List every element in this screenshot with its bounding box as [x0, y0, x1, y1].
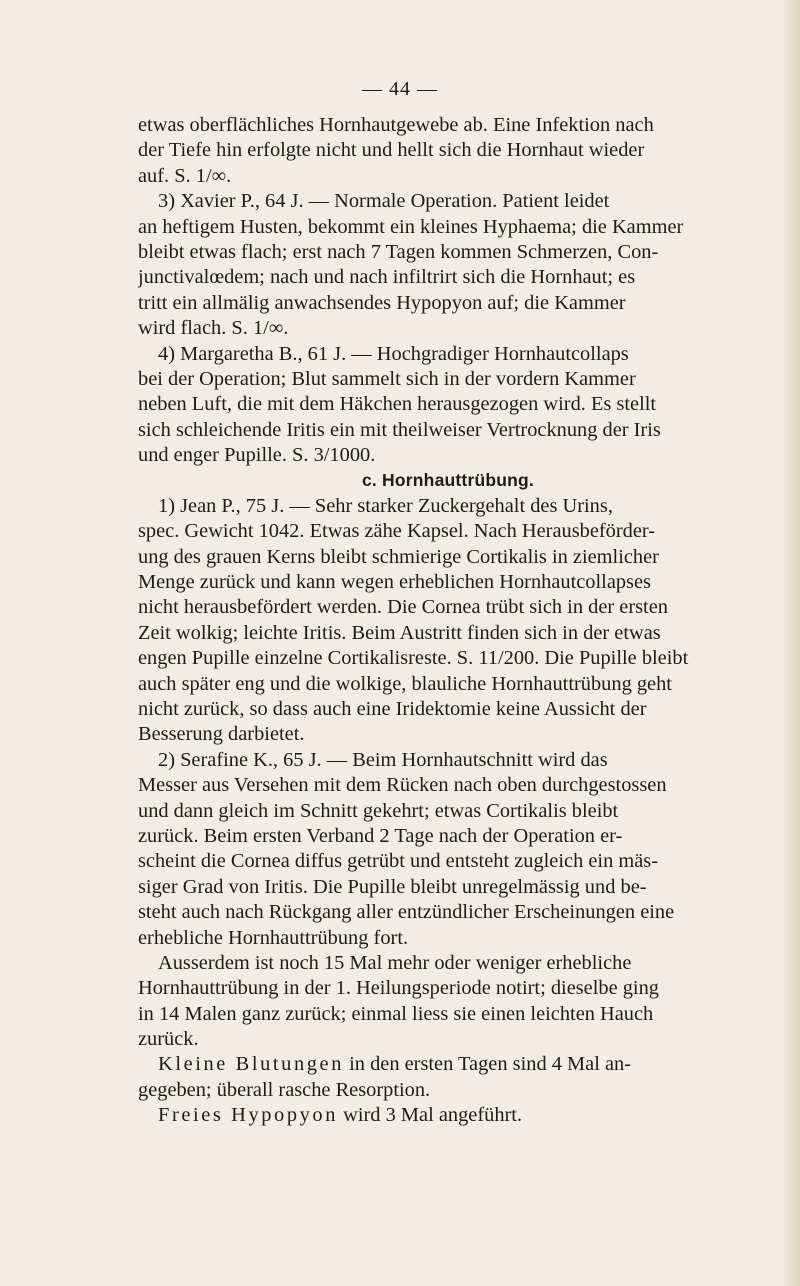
text-line: bleibt etwas flach; erst nach 7 Tagen kommen Schmerzen, Con- [138, 240, 659, 263]
hypopyon-paragraph-start [138, 1103, 738, 1128]
text-line [138, 1078, 738, 1103]
case-1-start: 1) Jean P., 75 J. — Sehr starker Zuckergehalt des Urins, [158, 494, 613, 517]
text-line: bei der Operation; Blut sammelt sich in der vordern Kammer [138, 367, 636, 390]
text-line: nicht zurück, so dass auch eine Iridektomie keine Aussicht der [138, 697, 647, 720]
text-line: sich schleichende Iritis ein mit theilweiser Vertrocknung der Iris [138, 418, 661, 441]
bleeding-paragraph-start [138, 1052, 738, 1077]
text-line: ung des grauen Kerns bleibt schmierige Cortikalis in ziemlicher [138, 545, 659, 568]
line-rest: wird 3 Mal angeführt. [338, 1104, 523, 1127]
text-line: spec. Gewicht 1042. Etwas zähe Kapsel. Nach Herausbeförder- [138, 520, 656, 543]
spaced-term: Kleine Blutungen [158, 1053, 345, 1076]
text-line: auf. S. 1/∞. [138, 164, 232, 187]
page-edge-shadow [782, 0, 800, 1286]
text-line: zurück. [138, 1028, 199, 1051]
text-line: der Tiefe hin erfolgte nicht und hellt sich die Hornhaut wieder [138, 139, 645, 162]
body-text [138, 113, 738, 1129]
text-line: zurück. Beim ersten Verband 2 Tage nach der Operation er- [138, 824, 623, 847]
case-2-start: 2) Serafine K., 65 J. — Beim Hornhautschnitt wird das [158, 748, 608, 771]
spaced-term: Freies Hypopyon [158, 1104, 339, 1127]
text-line: Menge zurück und kann wegen erheblichen Hornhautcollapses [138, 571, 651, 594]
text-line: steht auch nach Rückgang aller entzündlicher Erscheinungen eine [138, 901, 675, 924]
text-line: wird flach. S. 1/∞. [138, 317, 289, 340]
text-line: Messer aus Versehen mit dem Rücken nach oben durchgestossen [138, 774, 667, 797]
text-line: Besserung darbietet. [138, 723, 305, 746]
text-line: Hornhauttrübung in der 1. Heilungsperiode notirt; dieselbe ging [138, 977, 659, 1000]
line-rest: in den ersten Tagen sind 4 Mal an- [344, 1053, 632, 1076]
text-line: nicht herausbefördert werden. Die Cornea trübt sich in der ersten [138, 596, 668, 619]
text-line: und enger Pupille. S. 3/1000. [138, 444, 376, 467]
text-line: Zeit wolkig; leichte Iritis. Beim Austritt finden sich in der etwas [138, 621, 661, 644]
text-line: an heftigem Husten, bekommt ein kleines Hyphaema; die Kammer [138, 215, 684, 238]
summary-paragraph-start: Ausserdem ist noch 15 Mal mehr oder weniger erhebliche [158, 951, 632, 974]
text-line: erhebliche Hornhauttrübung fort. [138, 926, 409, 949]
text-line: siger Grad von Iritis. Die Pupille bleibt unregelmässig und be- [138, 875, 647, 898]
text-line: engen Pupille einzelne Cortikalisreste. S. 11/200. Die Pupille bleibt [138, 647, 689, 670]
text-line: neben Luft, die mit dem Häkchen herausgezogen wird. Es stellt [138, 393, 657, 416]
case-3-start: 3) Xavier P., 64 J. — Normale Operation. Patient leidet [158, 190, 610, 213]
case-4-start: 4) Margaretha B., 61 J. — Hochgradiger Hornhautcollaps [158, 342, 629, 365]
text-line: tritt ein allmälig anwachsendes Hypopyon auf; die Kammer [138, 291, 626, 314]
text-line: in 14 Malen ganz zurück; einmal liess sie einen leichten Hauch [138, 1002, 654, 1025]
text-line: junctivalœdem; nach und nach infiltrirt sich die Hornhaut; es [138, 266, 636, 289]
section-heading: c. Hornhauttrübung. [362, 470, 534, 491]
text-line: und dann gleich im Schnitt gekehrt; etwas Cortikalis bleibt [138, 799, 619, 822]
text-line: etwas oberflächliches Hornhautgewebe ab. Eine Infektion nach [138, 114, 654, 136]
text-line: auch später eng und die wolkige, blauliche Hornhauttrübung geht [138, 672, 672, 695]
text-line: scheint die Cornea diffus getrübt und entsteht zugleich ein mäs- [138, 850, 659, 873]
page-number: — 44 — [362, 78, 438, 100]
line-rest: gegeben; überall rasche Resorption. [138, 1078, 431, 1101]
